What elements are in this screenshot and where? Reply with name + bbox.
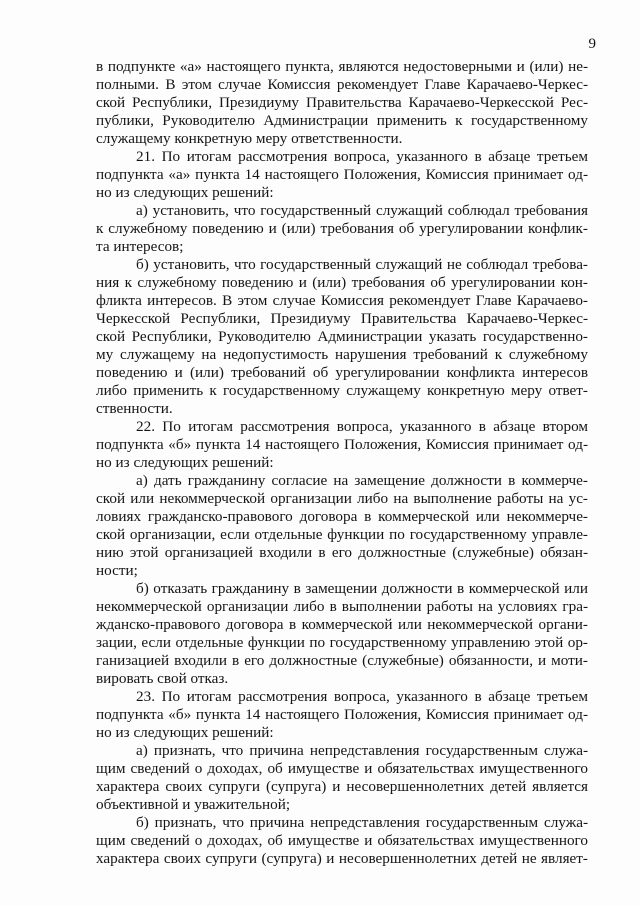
text-line: та интересов; — [96, 238, 184, 255]
text-line: фликта интересов. В этом случае Комиссия рекомендует Главе Карачаево- — [96, 292, 588, 309]
text-line: характера своих супруги (супруга) и несовершеннолетних детей является — [96, 778, 588, 795]
text-line: но из следующих решений: — [96, 724, 274, 741]
text-line: служащему конкретную меру ответственности. — [96, 130, 403, 147]
text-line: ния к служебному поведению и (или) требования об урегулировании кон- — [96, 274, 588, 291]
text-line: ловиях гражданско-правового договора в коммерческой или некоммерче- — [96, 508, 588, 525]
text-line: б) признать, что причина непредставления государственным служа- — [136, 814, 588, 831]
page-number: 9 — [588, 36, 596, 52]
text-line: нию этой организацией входили в его должностные (служебные) обязан- — [96, 544, 588, 561]
text-line: 23. По итогам рассмотрения вопроса, указанного в абзаце третьем — [136, 688, 588, 705]
text-line: Черкесской Республики, Президиуму Правительства Карачаево-Черкес- — [96, 310, 588, 327]
text-line: щим сведений о доходах, об имуществе и обязательствах имущественного — [96, 760, 588, 777]
text-line: характера своих супруги (супруга) и несовершеннолетних детей не являет- — [96, 850, 588, 867]
text-line: а) дать гражданину согласие на замещение должности в коммерче- — [136, 472, 588, 489]
text-line: но из следующих решений: — [96, 184, 274, 201]
text-line: подпункта «а» пункта 14 настоящего Положения, Комиссия принимает од- — [96, 166, 588, 183]
text-line: ганизацией входили в его должностные (служебные) обязанности, и моти- — [96, 652, 588, 669]
text-line: ской организации, если отдельные функции по государственному управле- — [96, 526, 588, 543]
text-line: к служебному поведению и (или) требования об урегулировании конфлик- — [96, 220, 588, 237]
text-line: б) отказать гражданину в замещении должности в коммерческой или — [136, 580, 588, 597]
text-line: поведению и (или) требований об урегулировании конфликта интересов — [96, 364, 588, 381]
text-line: ности; — [96, 562, 138, 579]
text-line: публики, Руководителю Администрации применить к государственному — [96, 112, 588, 129]
text-line: б) установить, что государственный служащий не соблюдал требова- — [136, 256, 588, 273]
text-line: объективной и уважительной; — [96, 796, 291, 813]
text-line: 21. По итогам рассмотрения вопроса, указанного в абзаце третьем — [136, 148, 588, 165]
text-line: жданско-правового договора в коммерческой или некоммерческой органи- — [96, 616, 588, 633]
text-line: щим сведений о доходах, об имуществе и обязательствах имущественного — [96, 832, 588, 849]
text-line: подпункта «б» пункта 14 настоящего Положения, Комиссия принимает од- — [96, 436, 588, 453]
text-line: 22. По итогам рассмотрения вопроса, указанного в абзаце втором — [136, 418, 588, 435]
text-line: зации, если отдельные функции по государственному управлению этой ор- — [96, 634, 588, 651]
text-line: а) признать, что причина непредставления государственным служа- — [136, 742, 588, 759]
text-line: ской Республики, Руководителю Администрации указать государственно- — [96, 328, 588, 345]
text-line: му служащему на недопустимость нарушения требований к служебному — [96, 346, 588, 363]
text-line: либо применить к государственному служащему конкретную меру ответ- — [96, 382, 588, 399]
text-line: подпункта «б» пункта 14 настоящего Положения, Комиссия принимает од- — [96, 706, 588, 723]
text-line: а) установить, что государственный служащий соблюдал требования — [136, 202, 588, 219]
text-line: ственности. — [96, 400, 173, 417]
text-line: но из следующих решений: — [96, 454, 274, 471]
text-line: ской или некоммерческой организации либо на выполнение работы на ус- — [96, 490, 588, 507]
text-line: вировать свой отказ. — [96, 670, 229, 687]
text-line: в подпункте «а» настоящего пункта, являются недостоверными и (или) не- — [96, 58, 588, 75]
text-line: ской Республики, Президиуму Правительства Карачаево-Черкесской Рес- — [96, 94, 588, 111]
text-line: некоммерческой организации либо в выполнении работы на условиях гра- — [96, 598, 588, 615]
text-line: полными. В этом случае Комиссия рекомендует Главе Карачаево-Черкес- — [96, 76, 588, 93]
